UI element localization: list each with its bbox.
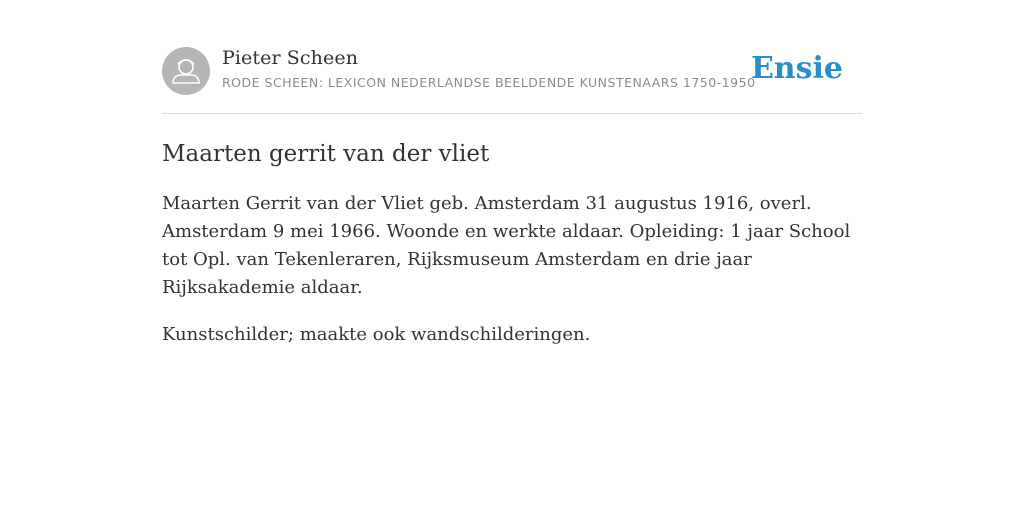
entry-body xyxy=(162,190,862,349)
entry-header xyxy=(162,46,862,114)
user-icon xyxy=(162,47,210,95)
body-paragraph: Maarten Gerrit van der Vliet geb. Amsterdam 31 augustus 1916, overl. Amsterdam 9 mei 1966. Woonde en werkte aldaar. Opleiding: 1 jaar School tot Opl. van Tekenleraren, Rijksmuseum Amsterdam en drie jaar Rijksakademie aldaar. xyxy=(162,193,851,298)
body-paragraph: Kunstschilder; maakte ook wandschilderingen. xyxy=(162,324,591,345)
entry-card xyxy=(162,46,862,349)
source-name[interactable]: RODE SCHEEN: LEXICON NEDERLANDSE BEELDENDE KUNSTENAARS 1750-1950 xyxy=(222,75,756,90)
brand-logo[interactable]: Ensie xyxy=(750,51,843,86)
avatar[interactable] xyxy=(162,47,210,95)
author-name[interactable]: Pieter Scheen xyxy=(222,47,359,69)
author-block xyxy=(222,46,756,91)
entry-title: Maarten gerrit van der vliet xyxy=(162,141,490,167)
